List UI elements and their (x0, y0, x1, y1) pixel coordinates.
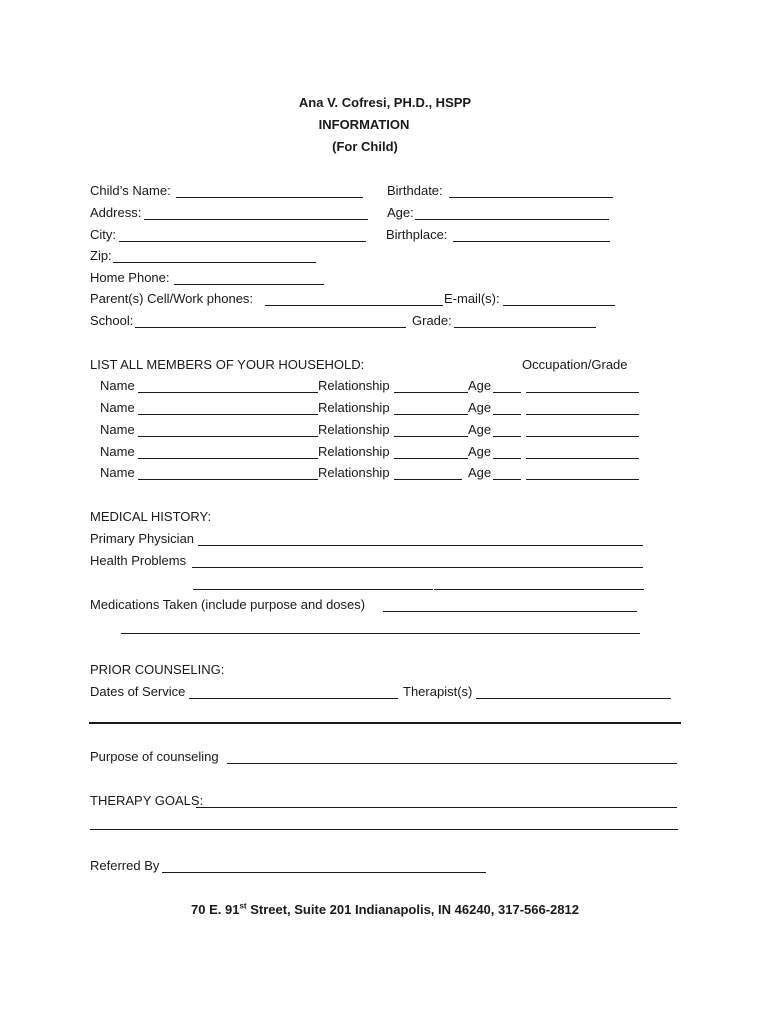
household-relationship-field[interactable] (394, 414, 468, 415)
household-relationship-label: Relationship (318, 465, 390, 480)
city-field[interactable] (119, 241, 366, 242)
household-name-field[interactable] (138, 458, 318, 459)
home-phone-field[interactable] (174, 284, 324, 285)
referred-by-field[interactable] (162, 872, 486, 873)
zip-field[interactable] (113, 262, 316, 263)
household-name-label: Name (100, 400, 135, 415)
household-name-label: Name (100, 444, 135, 459)
household-age-field[interactable] (493, 458, 521, 459)
practitioner-name: Ana V. Cofresi, PH.D., HSPP (298, 95, 472, 110)
primary-physician-field[interactable] (198, 545, 643, 546)
medical-history-heading: MEDICAL HISTORY: (90, 509, 212, 524)
household-age-label: Age (468, 422, 492, 437)
household-occupation-field[interactable] (526, 479, 639, 480)
parent-phones-field[interactable] (265, 305, 443, 306)
age-field[interactable] (415, 219, 609, 220)
birthplace-field[interactable] (453, 241, 610, 242)
household-name-field[interactable] (138, 436, 318, 437)
household-occupation-field[interactable] (526, 436, 639, 437)
address-label: Address: (90, 205, 142, 220)
household-relationship-field[interactable] (394, 436, 468, 437)
primary-physician-label: Primary Physician (90, 531, 195, 546)
dates-of-service-field[interactable] (189, 698, 398, 699)
household-name-field[interactable] (138, 414, 318, 415)
child-name-label: Child’s Name: (90, 183, 171, 198)
medications-label: Medications Taken (include purpose and doses) (90, 597, 366, 612)
household-occupation-field[interactable] (526, 414, 639, 415)
prior-counseling-heading: PRIOR COUNSELING: (90, 662, 225, 677)
occupation-grade-header: Occupation/Grade (522, 357, 628, 372)
household-age-label: Age (468, 444, 492, 459)
footer-address (0, 902, 770, 918)
household-name-field[interactable] (138, 479, 318, 480)
household-heading: LIST ALL MEMBERS OF YOUR HOUSEHOLD: (90, 357, 365, 372)
email-field[interactable] (503, 305, 615, 306)
school-label: School: (90, 313, 134, 328)
therapist-label: Therapist(s) (403, 684, 473, 699)
household-occupation-field[interactable] (526, 392, 639, 393)
email-label: E-mail(s): (444, 291, 500, 306)
household-age-field[interactable] (493, 414, 521, 415)
child-name-field[interactable] (176, 197, 363, 198)
household-age-field[interactable] (493, 436, 521, 437)
dates-of-service-label: Dates of Service (90, 684, 186, 699)
form-title: INFORMATION (318, 117, 410, 132)
health-problems-field-2b[interactable] (434, 589, 644, 590)
medications-field-2[interactable] (121, 633, 640, 634)
household-age-field[interactable] (493, 392, 521, 393)
footer-address-pre: 70 E. 91 (191, 902, 240, 917)
home-phone-label: Home Phone: (90, 270, 170, 285)
footer-address-sup: st (239, 901, 247, 911)
household-relationship-field[interactable] (394, 458, 468, 459)
household-relationship-label: Relationship (318, 422, 390, 437)
age-label: Age: (387, 205, 414, 220)
household-age-field[interactable] (493, 479, 521, 480)
therapy-goals-label: THERAPY GOALS: (90, 793, 204, 808)
school-field[interactable] (135, 327, 406, 328)
household-age-label: Age (468, 465, 492, 480)
household-occupation-field[interactable] (526, 458, 639, 459)
birthdate-label: Birthdate: (387, 183, 443, 198)
birthdate-field[interactable] (449, 197, 613, 198)
therapy-goals-field-2[interactable] (90, 829, 678, 830)
medications-field[interactable] (383, 611, 637, 612)
section-divider (89, 722, 681, 724)
household-relationship-label: Relationship (318, 400, 390, 415)
health-problems-label: Health Problems (90, 553, 187, 568)
household-name-field[interactable] (138, 392, 318, 393)
household-age-label: Age (468, 400, 492, 415)
grade-field[interactable] (454, 327, 596, 328)
birthplace-label: Birthplace: (386, 227, 448, 242)
household-name-label: Name (100, 378, 135, 393)
footer-address-post: Street, Suite 201 Indianapolis, IN 46240, 317-566-2812 (246, 902, 579, 917)
household-name-label: Name (100, 465, 135, 480)
parent-phones-label: Parent(s) Cell/Work phones: (90, 291, 254, 306)
form-subtitle: (For Child) (332, 139, 398, 154)
household-relationship-label: Relationship (318, 444, 390, 459)
household-relationship-field[interactable] (394, 479, 462, 480)
therapist-field[interactable] (476, 698, 671, 699)
therapy-goals-field[interactable] (196, 807, 677, 808)
household-relationship-label: Relationship (318, 378, 390, 393)
zip-label: Zip: (90, 248, 112, 263)
referred-by-label: Referred By (90, 858, 160, 873)
city-label: City: (90, 227, 116, 242)
grade-label: Grade: (412, 313, 452, 328)
address-field[interactable] (144, 219, 368, 220)
health-problems-field[interactable] (192, 567, 643, 568)
purpose-label: Purpose of counseling (90, 749, 219, 764)
household-name-label: Name (100, 422, 135, 437)
health-problems-field-2a[interactable] (193, 589, 433, 590)
household-age-label: Age (468, 378, 492, 393)
purpose-field[interactable] (227, 763, 677, 764)
household-relationship-field[interactable] (394, 392, 468, 393)
